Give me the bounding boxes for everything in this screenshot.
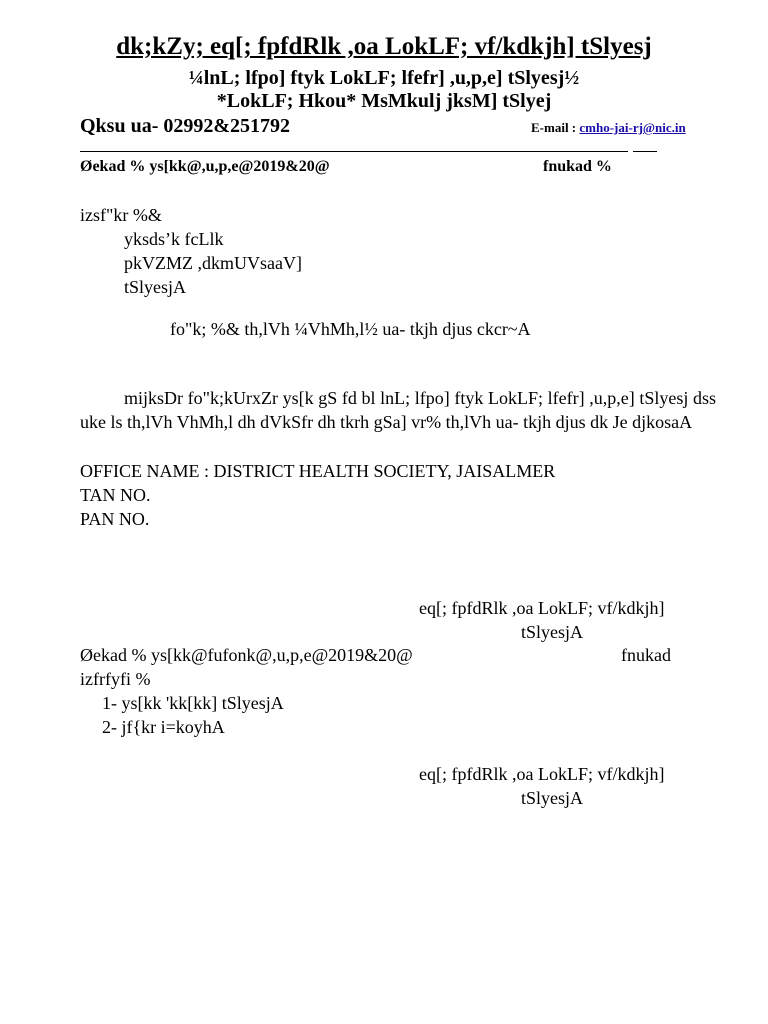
- signature-designation: eq[; fpfdRlk ,oa LokLF; vf/kdkjh]: [419, 764, 665, 784]
- letterhead-subtitle-1: ¼lnL; lfpo] ftyk LokLF; lfefr] ,u,p,e] tSlyesj½: [188, 67, 580, 89]
- subject-line: fo"k; %& th,lVh ¼VhMh,l½ ua- tkjh djus ckcr~A: [170, 319, 531, 339]
- signature-place: tSlyesjA: [521, 788, 584, 808]
- signature-place: tSlyesjA: [521, 622, 584, 642]
- body-paragraph: mijksDr fo"k;kUrxZr ys[k gS fd bl lnL; lfpo] ftyk LokLF; lfefr] ,u,p,e] tSlyesj dss uke ls th,lVh VhMh,l dh dVkSfr dh tkrh gSa] vr% th,lVh ua- tkjh djus dk Je djkosaA: [80, 388, 716, 432]
- copy-reference-date-label: fnukad: [621, 645, 671, 665]
- email-link[interactable]: cmho-jai-rj@nic.in: [579, 120, 686, 135]
- recipient-line: yksds’k fcLlk: [124, 229, 224, 249]
- header-divider-short: [633, 151, 657, 152]
- email-label: E-mail :: [531, 120, 577, 135]
- phone-number: Qksu ua- 02992&251792: [80, 115, 291, 137]
- signature-designation: eq[; fpfdRlk ,oa LokLF; vf/kdkjh]: [419, 598, 665, 618]
- letterhead-title: [0, 33, 768, 61]
- letterhead-subtitle-2: *LokLF; Hkou* MsMkulj jksM] tSlyej: [216, 90, 552, 112]
- recipient-line: pkVZMZ ,dkmUVsaaV]: [124, 253, 302, 273]
- copy-list-item: 2- jf{kr i=koyhA: [102, 717, 225, 737]
- recipient-line: tSlyesjA: [124, 277, 187, 297]
- reference-date-label: fnukad %: [543, 158, 612, 175]
- recipient-label: izsf"kr %&: [80, 205, 162, 225]
- pan-number: PAN NO.: [80, 509, 150, 529]
- header-divider: [80, 151, 628, 152]
- copy-reference-number: Øekad % ys[kk@fufonk@,u,p,e@2019&20@: [80, 645, 413, 665]
- office-title-text: dk;kZy; eq[; fpfdRlk ,oa LokLF; vf/kdkjh] tSlyesj: [116, 33, 652, 60]
- tan-number: TAN NO.: [80, 485, 151, 505]
- copy-to-label: izfrfyfi %: [80, 669, 151, 689]
- copy-list-item: 1- ys[kk 'kk[kk] tSlyesjA: [102, 693, 284, 713]
- office-name: OFFICE NAME : DISTRICT HEALTH SOCIETY, JAISALMER: [80, 461, 556, 481]
- email-block: [531, 120, 686, 136]
- reference-number: Øekad % ys[kk@,u,p,e@2019&20@: [80, 158, 330, 175]
